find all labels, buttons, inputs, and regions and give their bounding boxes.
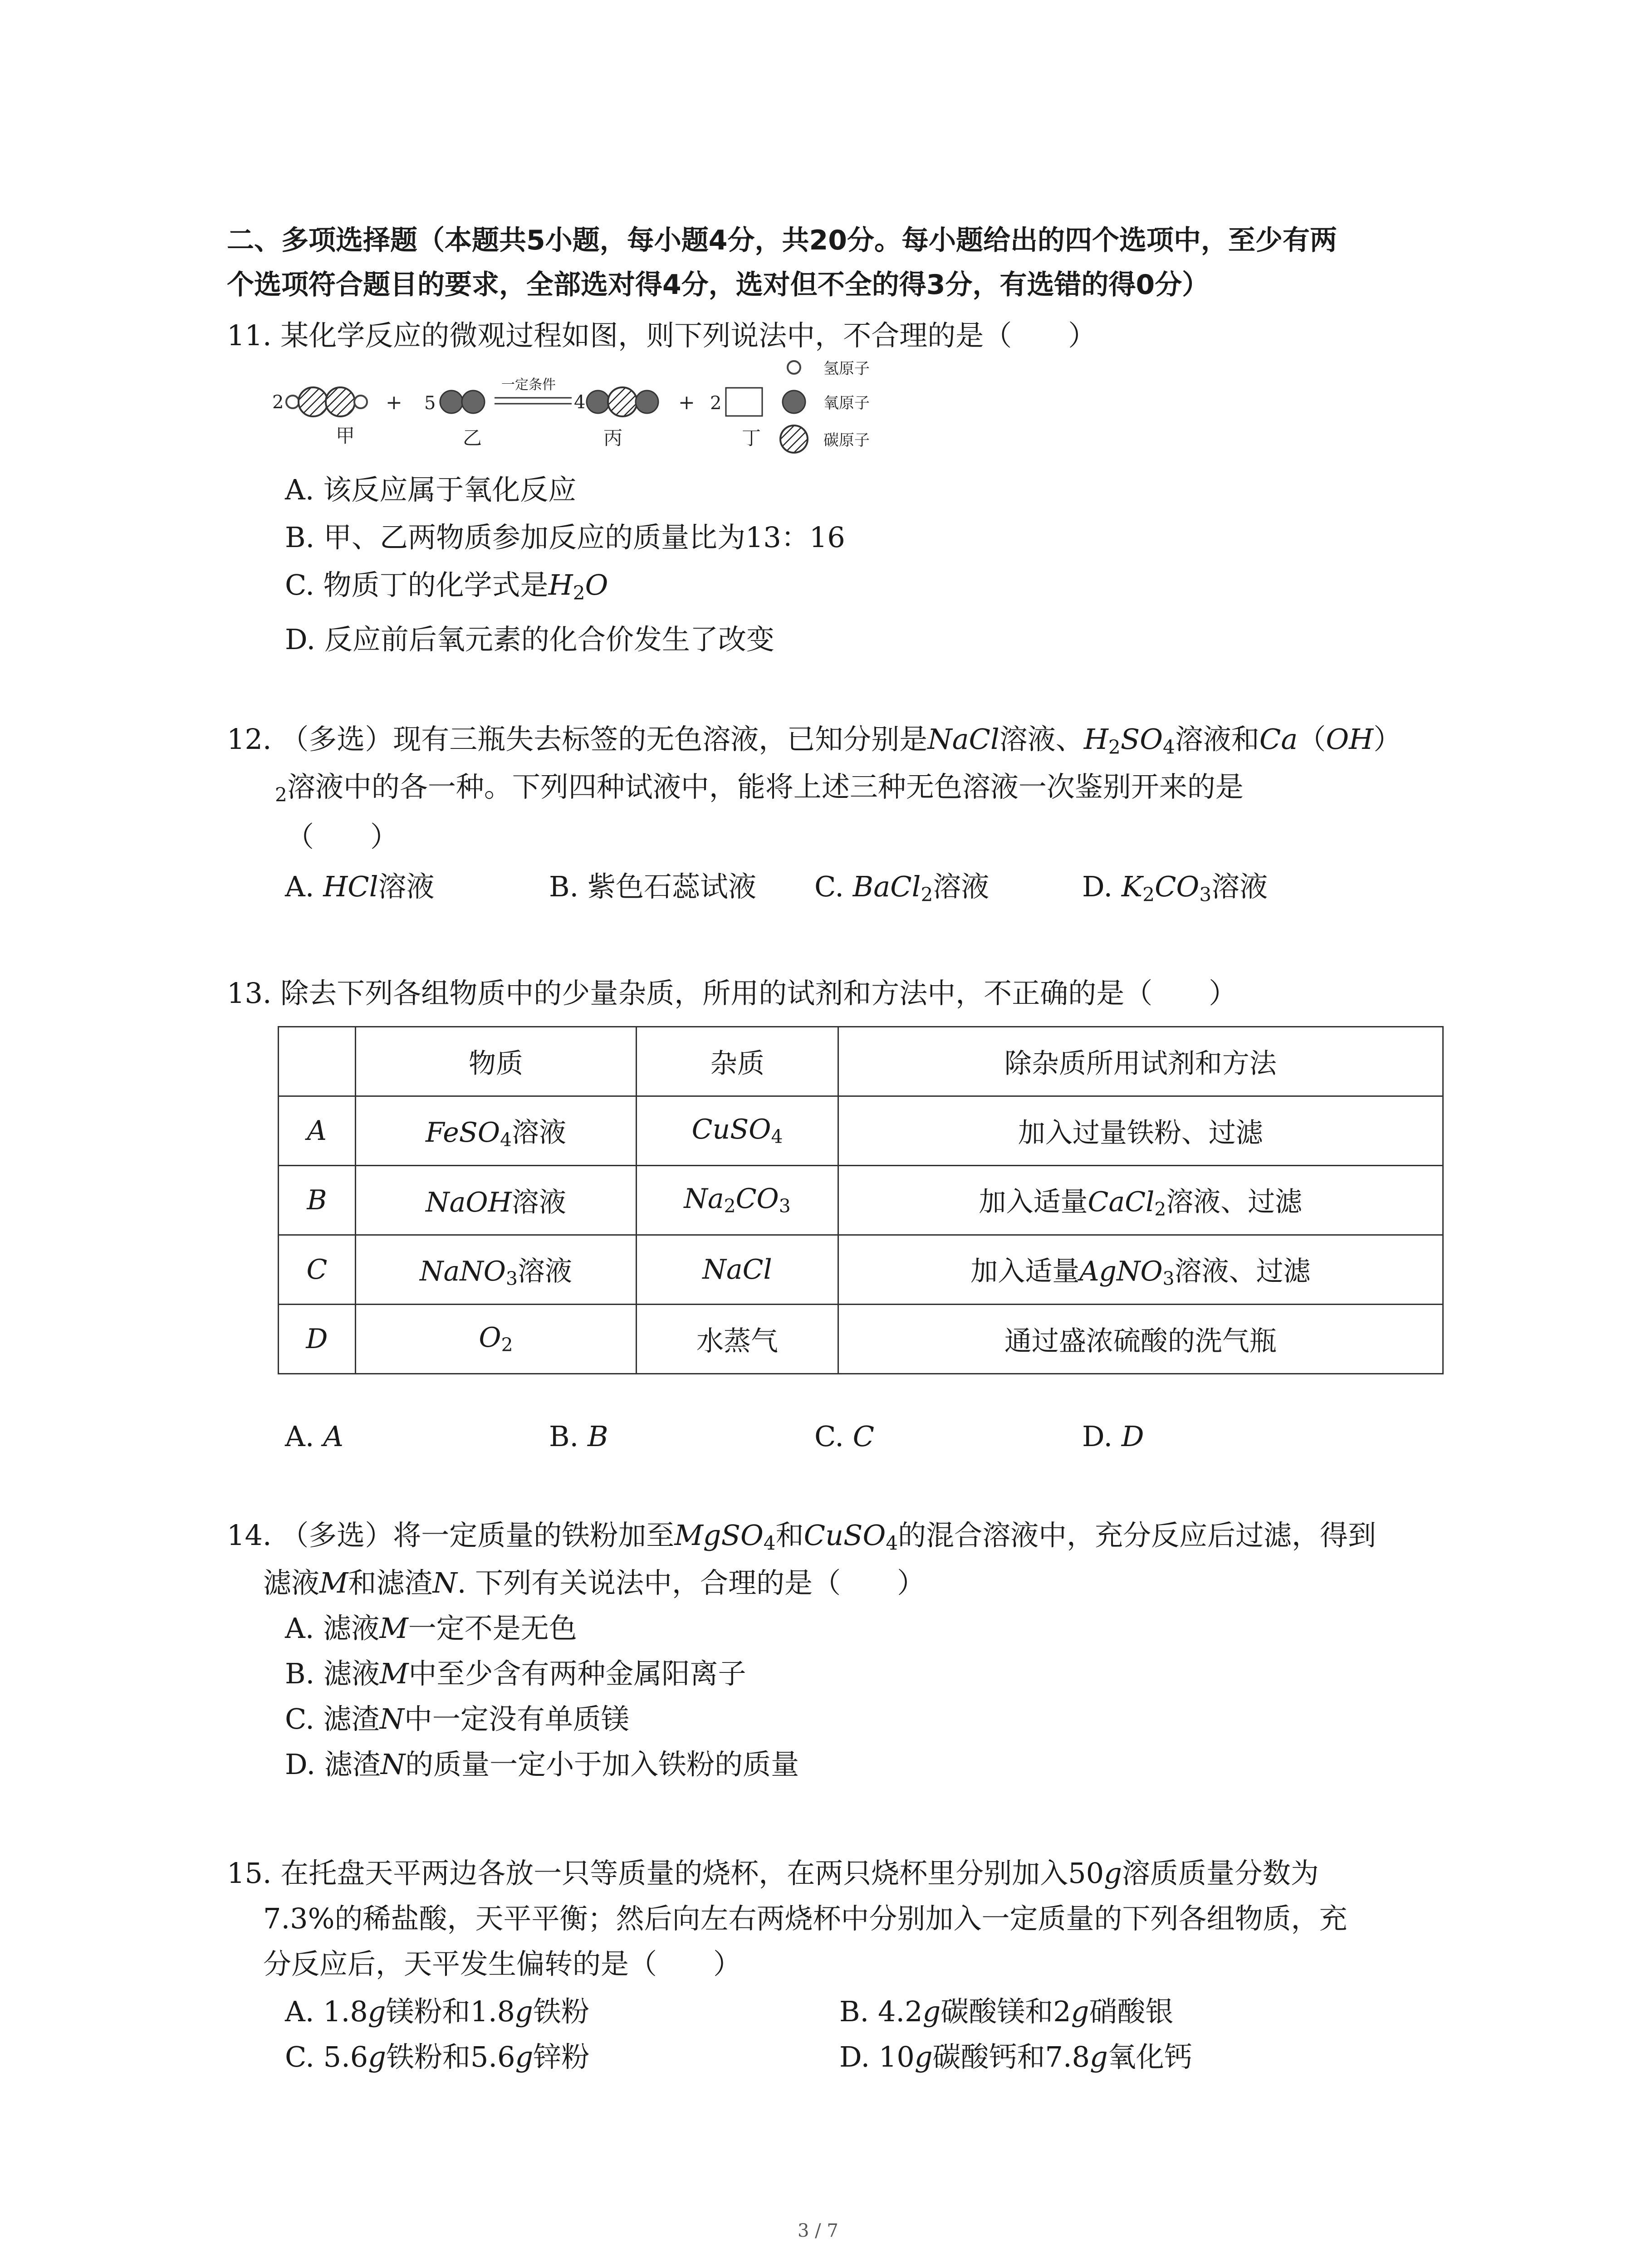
- impurity-cell: $Na_2CO_3$: [637, 1166, 838, 1235]
- q13-option-d: D. D: [1082, 1420, 1144, 1453]
- q14-line2: 滤液M和滤渣N. 下列有关说法中，合理的是（ ）: [263, 1566, 926, 1599]
- q15-option-b: B. 4.2g碳酸镁和2g硝酸银: [839, 1995, 1174, 2028]
- row-label: B: [279, 1166, 356, 1235]
- q14-option-b: B. 滤液M中至少含有两种金属阳离子: [285, 1657, 746, 1690]
- legend-hydrogen: 氢原子: [823, 360, 870, 378]
- substance-cell: $O_2$: [355, 1305, 636, 1374]
- q14-option-a: A. 滤液M一定不是无色: [285, 1612, 577, 1645]
- method-cell: 加入适量CaCl$_2$溶液、过滤: [838, 1166, 1443, 1235]
- row-label: A: [279, 1096, 356, 1166]
- q13-stem: 13. 除去下列各组物质中的少量杂质，所用的试剂和方法中，不正确的是（ ）: [227, 977, 1237, 1010]
- q11-stem: 11. 某化学反应的微观过程如图，则下列说法中，不合理的是（ ）: [227, 319, 1097, 352]
- q15-option-a: A. 1.8g镁粉和1.8g铁粉: [285, 1995, 589, 2028]
- impurity-cell: NaCl: [637, 1235, 838, 1305]
- header-cell: 杂质: [637, 1027, 838, 1096]
- impurity-cell: CuSO$_4$: [637, 1096, 838, 1166]
- q14-option-d: D. 滤渣N的质量一定小于加入铁粉的质量: [285, 1748, 799, 1781]
- legend-oxygen: 氧原子: [823, 394, 870, 412]
- substance-cell: NaOH溶液: [355, 1166, 636, 1235]
- page-number: 3 / 7: [798, 2220, 838, 2241]
- header-cell: [279, 1027, 356, 1096]
- q11-option-c: C. 物质丁的化学式是$H_2O$: [285, 568, 608, 604]
- label-bing: 丙: [603, 427, 623, 449]
- row-label: D: [279, 1305, 356, 1374]
- label-jia: 甲: [336, 425, 355, 447]
- q13-option-b: B. B: [549, 1420, 608, 1453]
- q12-option-b: B. 紫色石蕊试液: [549, 870, 756, 903]
- table-row: [279, 1166, 1443, 1235]
- coef-a: 2: [272, 392, 284, 413]
- table-row: [279, 1235, 1443, 1305]
- q15-line1: 15. 在托盘天平两边各放一只等质量的烧杯，在两只烧杯里分别加入50g溶质质量分数为: [227, 1857, 1319, 1890]
- table-row: [279, 1096, 1443, 1166]
- legend-carbon: 碳原子: [823, 431, 870, 450]
- table-row: [279, 1305, 1443, 1374]
- q11-option-b: B. 甲、乙两物质参加反应的质量比为13：16: [285, 521, 845, 554]
- impurity-cell: 水蒸气: [637, 1305, 838, 1374]
- coef-b: 5: [424, 393, 436, 414]
- header-cell: 物质: [355, 1027, 636, 1096]
- plus-1: +: [386, 391, 402, 414]
- q13-table: [278, 1026, 1444, 1374]
- q15-option-d: D. 10g碳酸钙和7.8g氧化钙: [839, 2040, 1192, 2073]
- q13-option-a: A. A: [285, 1420, 343, 1453]
- section-header-line2: 个选项符合题目的要求，全部选对得4分，选对但不全的得3分，有选错的得0分）: [227, 269, 1210, 301]
- plus-2: +: [678, 391, 695, 414]
- header-cell: 除杂质所用试剂和方法: [838, 1027, 1443, 1096]
- method-cell: 加入过量铁粉、过滤: [838, 1096, 1443, 1166]
- label-yi: 乙: [463, 427, 482, 449]
- q11-option-a: A. 该反应属于氧化反应: [285, 473, 577, 506]
- q14-option-c: C. 滤渣N中一定没有单质镁: [285, 1702, 629, 1735]
- coef-c: 4: [574, 392, 586, 413]
- q15-line2: 7.3%的稀盐酸，天平平衡；然后向左右两烧杯中分别加入一定质量的下列各组物质，充: [263, 1902, 1347, 1935]
- q13-option-c: C. C: [814, 1420, 875, 1453]
- q12-line1: 12. （多选）现有三瓶失去标签的无色溶液，已知分别是NaCl溶液、$H_2SO_4$溶液和Ca（OH）: [227, 723, 1402, 758]
- q12-option-c: C. BaCl$_2$溶液: [814, 870, 989, 906]
- q15-line3: 分反应后，天平发生偏转的是（ ）: [263, 1947, 742, 1980]
- q12-line2: $_2$溶液中的各一种。下列四种试液中，能将上述三种无色溶液一次鉴别开来的是: [275, 770, 1244, 806]
- substance-cell: FeSO$_4$溶液: [355, 1096, 636, 1166]
- q12-option-a: A. HCl溶液: [285, 870, 435, 903]
- substance-cell: NaNO$_3$溶液: [355, 1235, 636, 1305]
- table-header-row: [279, 1027, 1443, 1096]
- method-cell: 加入适量AgNO$_3$溶液、过滤: [838, 1235, 1443, 1305]
- label-ding: 丁: [742, 427, 761, 449]
- coef-d: 2: [710, 393, 722, 414]
- q11-option-d: D. 反应前后氧元素的化合价发生了改变: [285, 623, 774, 656]
- method-cell: 通过盛浓硫酸的洗气瓶: [838, 1305, 1443, 1374]
- section-header-line1: 二、多项选择题（本题共5小题，每小题4分，共20分。每小题给出的四个选项中，至少有两: [227, 225, 1337, 256]
- q15-option-c: C. 5.6g铁粉和5.6g锌粉: [285, 2040, 590, 2073]
- q14-line1: 14. （多选）将一定质量的铁粉加至MgSO$_4$和CuSO$_4$的混合溶液中，充分反应后过滤，得到: [227, 1519, 1376, 1554]
- row-label: C: [279, 1235, 356, 1305]
- q12-option-d: D. $K_2CO_3$溶液: [1082, 870, 1268, 906]
- q12-line3: （ ）: [286, 820, 399, 853]
- condition-label: 一定条件: [501, 377, 556, 393]
- q11-reaction-diagram: [272, 354, 907, 467]
